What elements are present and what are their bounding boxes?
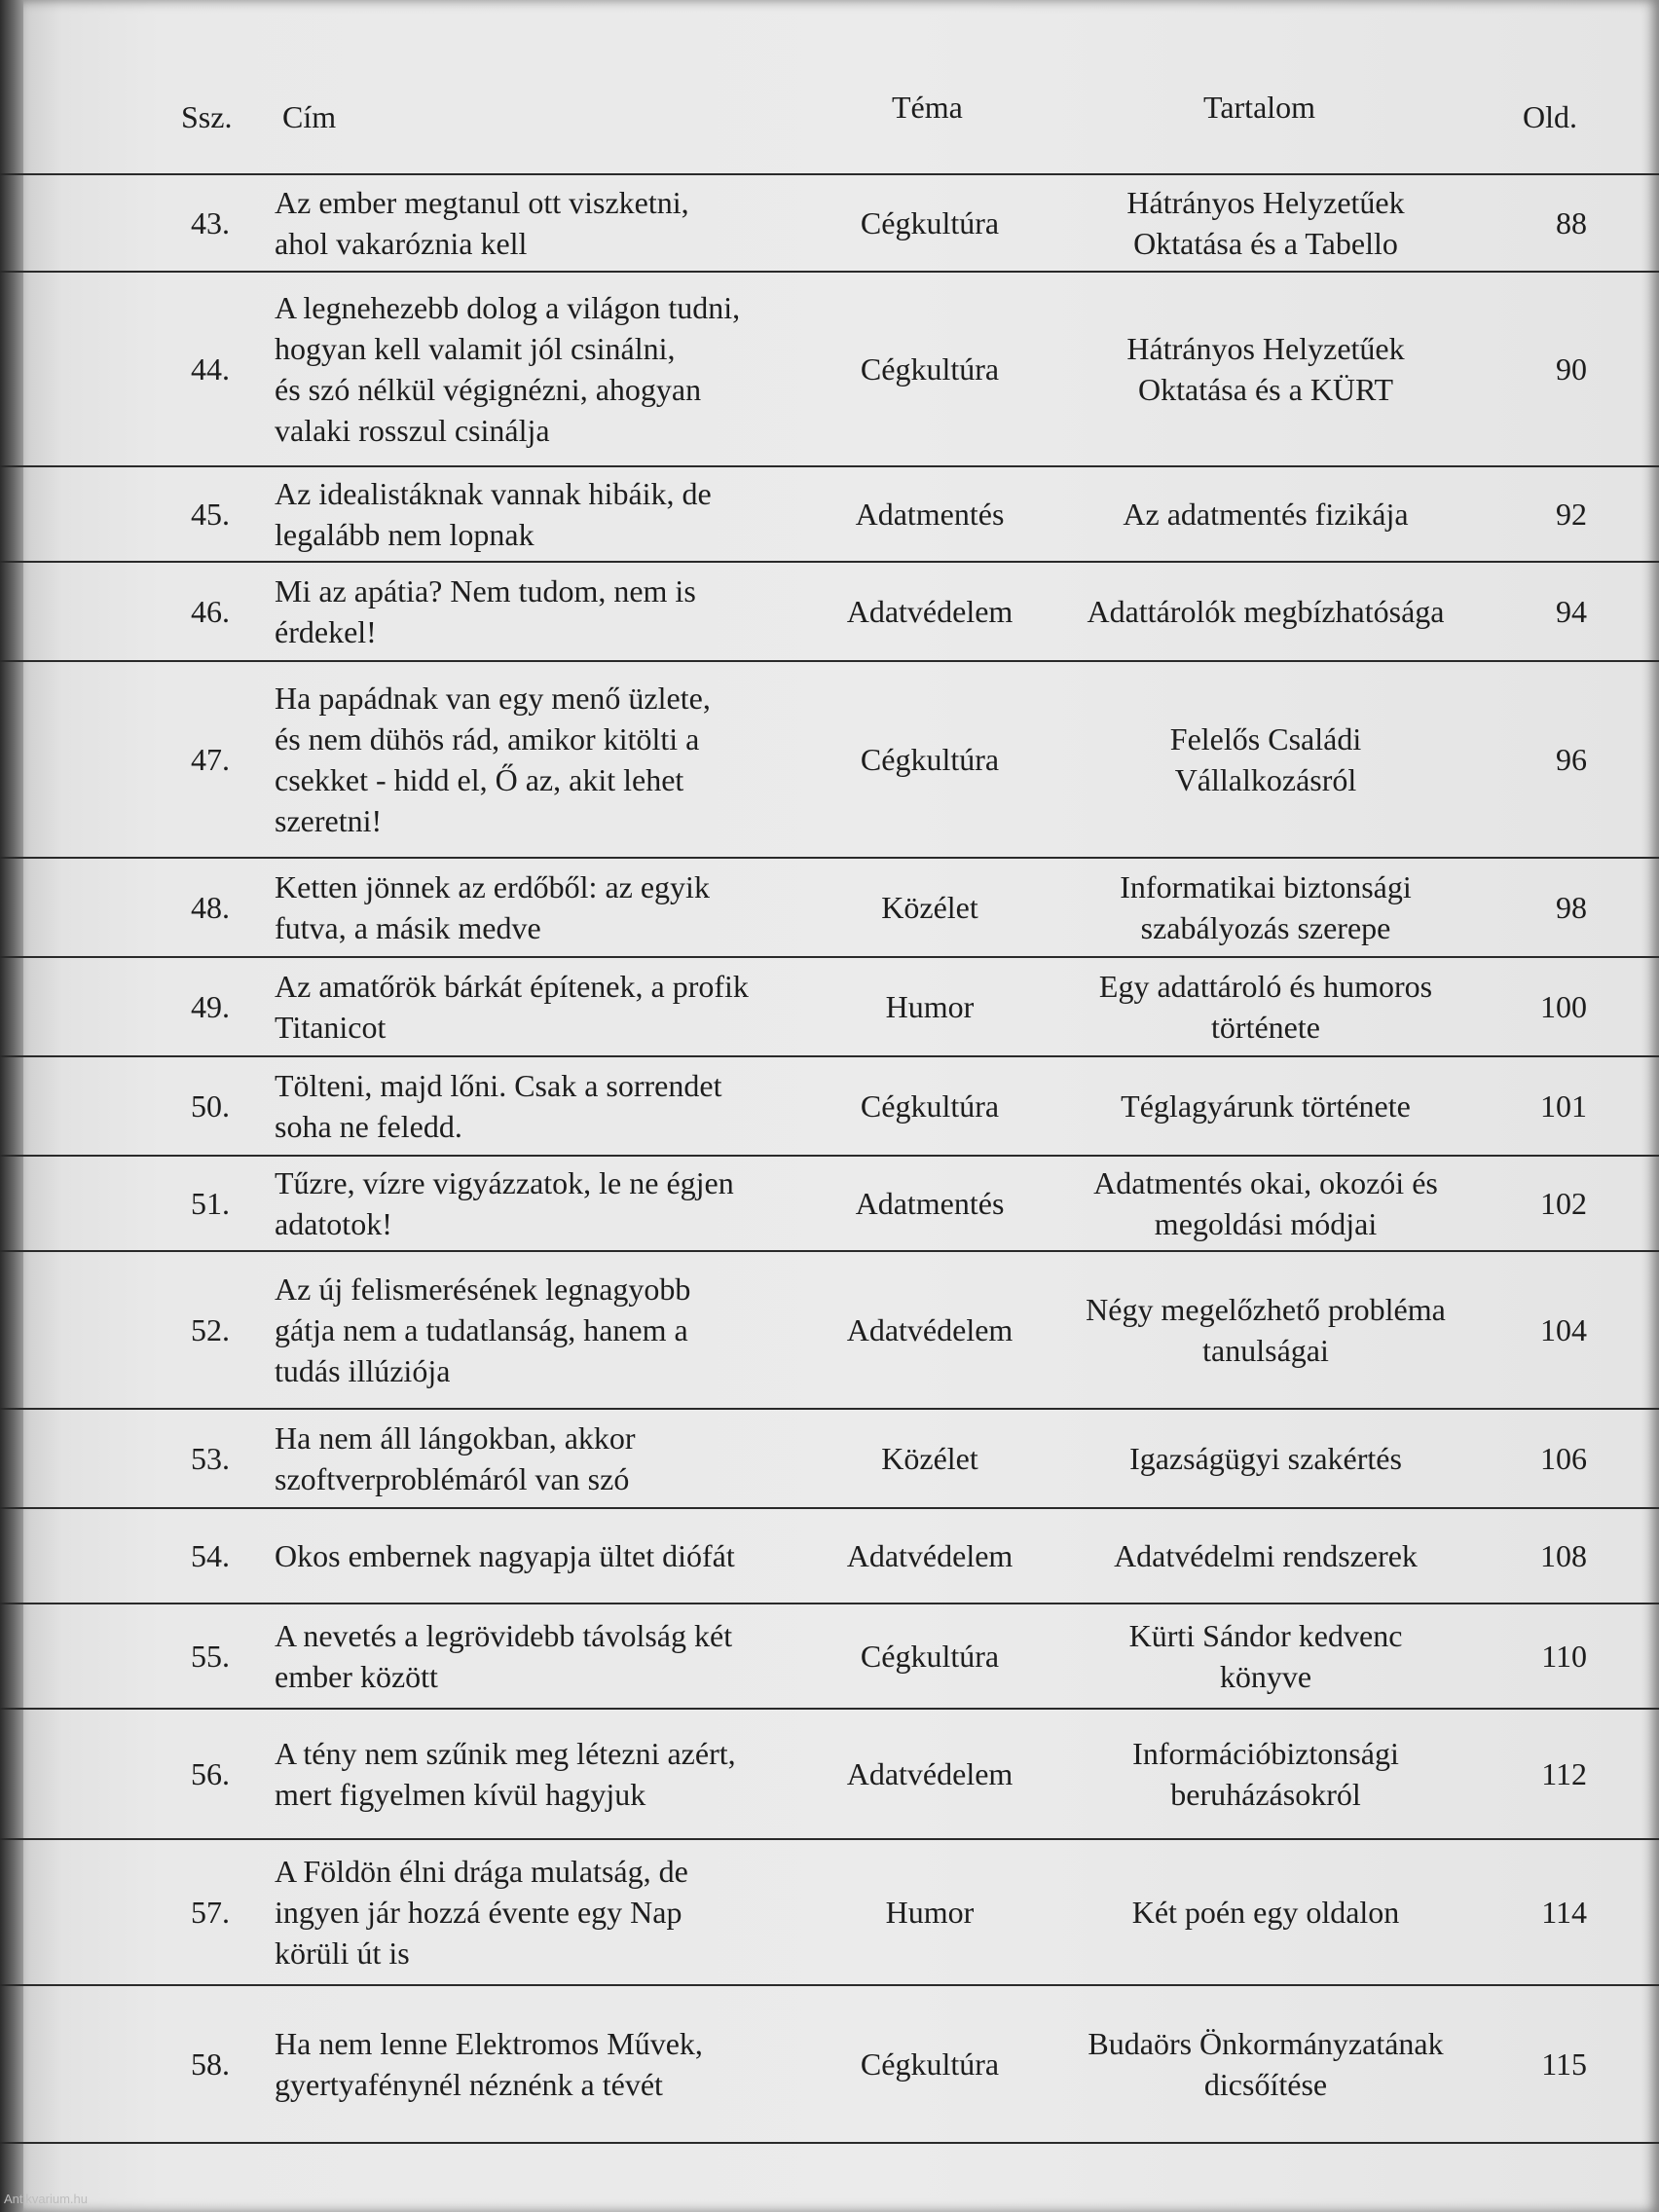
- header-page: Old.: [1523, 99, 1577, 134]
- row-title: A nevetés a legrövidebb távolság két ember között: [275, 1618, 733, 1694]
- row-page: 100: [1540, 989, 1587, 1024]
- row-title: Tűzre, vízre vigyázzatok, le ne égjen adatotok!: [275, 1165, 734, 1241]
- header-number: Ssz.: [181, 99, 233, 134]
- table-row: [0, 1708, 1659, 1838]
- row-topic: Adatmentés: [855, 1186, 1005, 1221]
- table-row: [0, 561, 1659, 660]
- row-page: 104: [1540, 1312, 1587, 1347]
- row-content: Két poén egy oldalon: [1131, 1895, 1400, 1930]
- row-title: A legnehezebb dolog a világon tudni, hogyan kell valamit jól csinálni, és szó nélkül végignézni, ahogyan valaki rosszul csinálja: [275, 290, 741, 448]
- row-content: Az adatmentés fizikája: [1123, 497, 1409, 532]
- watermark: Antikvarium.hu: [4, 2192, 88, 2206]
- table-row: [0, 1984, 1659, 2144]
- row-title: Az amatőrök bárkát építenek, a profik Titanicot: [275, 969, 749, 1045]
- row-page: 112: [1541, 1756, 1587, 1791]
- row-page: 115: [1541, 2046, 1587, 2082]
- row-title: A Földön élni drága mulatság, de ingyen jár hozzá évente egy Nap körüli út is: [275, 1854, 688, 1971]
- row-topic: Cégkultúra: [860, 742, 1000, 777]
- row-number: 44.: [191, 351, 230, 387]
- row-topic: Adatvédelem: [846, 1312, 1014, 1347]
- row-title: Az idealistáknak vannak hibáik, de legalább nem lopnak: [275, 476, 712, 552]
- row-topic: Adatvédelem: [846, 1756, 1014, 1791]
- row-number: 46.: [191, 594, 230, 629]
- table-row: [0, 173, 1659, 271]
- table-row: [0, 1603, 1659, 1708]
- table-row: [0, 1155, 1659, 1250]
- row-topic: Cégkultúra: [860, 351, 1000, 387]
- row-number: 56.: [191, 1756, 230, 1791]
- row-number: 43.: [191, 205, 230, 240]
- table-row: [0, 660, 1659, 857]
- table-of-contents: [0, 173, 1659, 2144]
- row-page: 102: [1540, 1186, 1587, 1221]
- row-topic: Cégkultúra: [860, 1639, 1000, 1674]
- table-row: [0, 1055, 1659, 1155]
- row-topic: Cégkultúra: [860, 2046, 1000, 2082]
- row-page: 88: [1556, 205, 1587, 240]
- row-content: Egy adattároló és humoros története: [1098, 969, 1433, 1045]
- table-row: [0, 465, 1659, 561]
- row-content: Kürti Sándor kedvenc könyve: [1128, 1618, 1403, 1694]
- row-content: Téglagyárunk története: [1121, 1088, 1411, 1124]
- row-page: 110: [1541, 1639, 1587, 1674]
- row-number: 50.: [191, 1088, 230, 1124]
- table-header: [0, 84, 1659, 152]
- row-content: Adattárolók megbízhatósága: [1087, 594, 1445, 629]
- table-row: [0, 1250, 1659, 1408]
- row-number: 49.: [191, 989, 230, 1024]
- row-number: 53.: [191, 1441, 230, 1476]
- table-row: [0, 857, 1659, 956]
- header-topic: Téma: [892, 90, 963, 125]
- row-number: 55.: [191, 1639, 230, 1674]
- row-title: Tölteni, majd lőni. Csak a sorrendet soha ne feledd.: [275, 1068, 722, 1144]
- row-topic: Közélet: [881, 1441, 978, 1476]
- row-number: 48.: [191, 890, 230, 925]
- row-content: Felelős Családi Vállalkozásról: [1169, 721, 1362, 797]
- row-page: 101: [1540, 1088, 1587, 1124]
- table-row: [0, 1408, 1659, 1507]
- row-number: 58.: [191, 2046, 230, 2082]
- row-title: Ha papádnak van egy menő üzlete, és nem dühös rád, amikor kitölti a csekket - hidd el, Ő az, akit lehet szeretni!: [275, 681, 711, 838]
- table-row: [0, 1838, 1659, 1984]
- row-title: Ha nem lenne Elektromos Művek, gyertyafénynél néznénk a tévét: [275, 2026, 703, 2102]
- row-title: A tény nem szűnik meg létezni azért, mert figyelmen kívül hagyjuk: [275, 1736, 736, 1812]
- row-number: 47.: [191, 742, 230, 777]
- row-page: 90: [1556, 351, 1587, 387]
- row-content: Adatvédelmi rendszerek: [1114, 1538, 1418, 1573]
- row-number: 52.: [191, 1312, 230, 1347]
- row-page: 114: [1541, 1895, 1587, 1930]
- row-number: 45.: [191, 497, 230, 532]
- row-page: 92: [1556, 497, 1587, 532]
- row-title: Az ember megtanul ott viszketni, ahol vakaróznia kell: [275, 185, 689, 261]
- row-number: 57.: [191, 1895, 230, 1930]
- row-content: Információbiztonsági beruházásokról: [1132, 1736, 1399, 1812]
- row-content: Informatikai biztonsági szabályozás szerepe: [1120, 869, 1412, 945]
- table-row: [0, 271, 1659, 465]
- table-row: [0, 956, 1659, 1055]
- row-topic: Humor: [885, 989, 975, 1024]
- row-page: 94: [1556, 594, 1587, 629]
- row-number: 51.: [191, 1186, 230, 1221]
- row-content: Hátrányos Helyzetűek Oktatása és a Tabello: [1126, 185, 1405, 261]
- row-page: 108: [1540, 1538, 1587, 1573]
- row-topic: Adatvédelem: [846, 594, 1014, 629]
- row-topic: Cégkultúra: [860, 205, 1000, 240]
- header-title: Cím: [282, 99, 337, 134]
- row-page: 98: [1556, 890, 1587, 925]
- row-content: Budaörs Önkormányzatának dicsőítése: [1088, 2026, 1444, 2102]
- row-topic: Adatvédelem: [846, 1538, 1014, 1573]
- row-title: Ha nem áll lángokban, akkor szoftverproblémáról van szó: [275, 1420, 636, 1496]
- row-content: Adatmentés okai, okozói és megoldási módjai: [1093, 1165, 1438, 1241]
- row-topic: Közélet: [881, 890, 978, 925]
- row-page: 96: [1556, 742, 1587, 777]
- row-title: Az új felismerésének legnagyobb gátja nem a tudatlanság, hanem a tudás illúziója: [275, 1272, 691, 1388]
- row-title: Ketten jönnek az erdőből: az egyik futva, a másik medve: [275, 869, 710, 945]
- row-title: Okos embernek nagyapja ültet diófát: [275, 1538, 735, 1573]
- row-title: Mi az apátia? Nem tudom, nem is érdekel!: [275, 573, 696, 649]
- table-row: [0, 1507, 1659, 1603]
- row-content: Hátrányos Helyzetűek Oktatása és a KÜRT: [1126, 331, 1405, 407]
- row-page: 106: [1540, 1441, 1587, 1476]
- row-content: Igazságügyi szakértés: [1129, 1441, 1402, 1476]
- row-topic: Adatmentés: [855, 497, 1005, 532]
- row-content: Négy megelőzhető probléma tanulságai: [1086, 1292, 1446, 1368]
- row-topic: Cégkultúra: [860, 1088, 1000, 1124]
- row-topic: Humor: [885, 1895, 975, 1930]
- header-content: Tartalom: [1203, 90, 1316, 125]
- row-number: 54.: [191, 1538, 230, 1573]
